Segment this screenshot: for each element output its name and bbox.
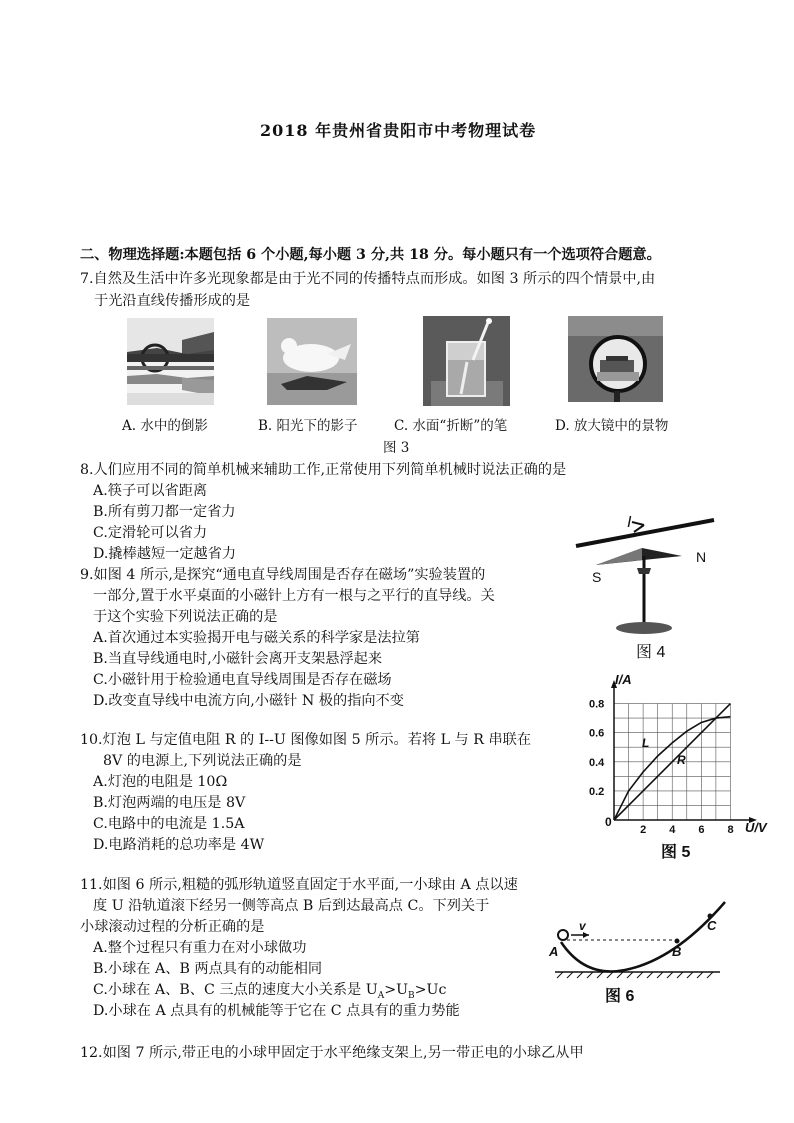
x-tick-label: 6 [698, 824, 705, 836]
chart-label-r: R [677, 753, 686, 767]
chart-ylabel: I/A [615, 672, 632, 687]
q10-option-c: C.电路中的电流是 1.5A [93, 816, 245, 832]
q11-stem-line1: 11.如图 6 所示,粗糙的弧形轨道竖直固定于水平面,一小球由 A 点以速 [80, 877, 518, 893]
fig6-v-label: v [579, 919, 586, 933]
x-tick-label: 4 [669, 824, 676, 836]
q7-caption-c: C. 水面“折断”的笔 [394, 418, 508, 434]
q7-figure-label: 图 3 [383, 440, 410, 456]
q7-stem-line1: 7.自然及生活中许多光现象都是由于光不同的传播特点而形成。如图 3 所示的四个情景中,由 [80, 271, 656, 287]
q8-option-b: B.所有剪刀都一定省力 [93, 504, 236, 520]
q10-stem-line1: 10.灯泡 L 与定值电阻 R 的 I--U 图像如图 5 所示。若将 L 与 R 串联在 [80, 732, 532, 748]
q8-option-a: A.筷子可以省距离 [93, 483, 208, 499]
chart-label-l: L [642, 736, 650, 750]
q10-stem-line2: 8V 的电源上,下列说法正确的是 [103, 753, 302, 769]
photo-bent-pencil [423, 316, 510, 406]
q10-option-a: A.灯泡的电阻是 10Ω [93, 774, 228, 790]
q10-option-d: D.电路消耗的总功率是 4W [93, 837, 265, 853]
photo-reflection [127, 318, 214, 405]
photo-magnifier [568, 316, 663, 402]
q9-stem-line1: 9.如图 4 所示,是探究“通电直导线周围是否存在磁场”实验装置的 [80, 567, 486, 583]
fig4-current-label: I [627, 514, 632, 531]
y-tick-label: 0.6 [589, 727, 605, 740]
page-title: 2018 年贵州省贵阳市中考物理试卷 [260, 121, 537, 140]
figure-6-track [545, 898, 735, 1008]
q7-caption-b: B. 阳光下的影子 [258, 418, 358, 434]
q11-option-a: A.整个过程只有重力在对小球做功 [93, 940, 307, 956]
x-tick-label: 2 [640, 824, 647, 836]
fig6-c-label: C [707, 918, 717, 933]
y-tick-label: 0.2 [589, 785, 605, 798]
fig4-south-label: S [592, 569, 602, 585]
fig4-caption: 图 4 [636, 644, 666, 661]
y-tick-label: 0.8 [589, 698, 605, 711]
q9-option-b: B.当直导线通电时,小磁针会离开支架悬浮起来 [93, 651, 383, 667]
q7-stem-line2: 于光沿直线传播形成的是 [94, 293, 251, 309]
q11-option-b: B.小球在 A、B 两点具有的动能相同 [93, 961, 323, 977]
q8-option-c: C.定滑轮可以省力 [93, 525, 208, 541]
q9-stem-line3: 于这个实验下列说法正确的是 [93, 609, 278, 625]
q12-stem: 12.如图 7 所示,带正电的小球甲固定于水平绝缘支架上,另一带正电的小球乙从甲 [80, 1045, 584, 1061]
q11-option-c: C.小球在 A、B、C 三点的速度大小关系是 $U_A>U_B>Uc$ [93, 982, 447, 1001]
fig4-north-label: N [696, 549, 707, 565]
q7-caption-d: D. 放大镜中的景物 [555, 418, 669, 434]
y-tick-label: 0.4 [589, 756, 605, 769]
q9-stem-line2: 一部分,置于水平桌面的小磁针上方有一根与之平行的直导线。关 [93, 588, 495, 604]
q11-option-d: D.小球在 A 点具有的机械能等于它在 C 点具有的重力势能 [93, 1003, 460, 1019]
q11-stem-line3: 小球滚动过程的分析正确的是 [80, 919, 265, 935]
q11-stem-line2: 度 U 沿轨道滚下经另一侧等高点 B 后到达最高点 C。下列关于 [93, 898, 490, 914]
figure-5-iu-chart [585, 672, 775, 867]
q9-option-a: A.首次通过本实验揭开电与磁关系的科学家是法拉第 [93, 630, 420, 646]
photo-shadow [267, 318, 357, 405]
chart-caption: 图 5 [661, 844, 691, 861]
q7-caption-a: A. 水中的倒影 [122, 418, 208, 434]
fig6-a-label: A [549, 944, 559, 959]
fig6-b-label: B [672, 944, 682, 959]
fig6-caption: 图 6 [605, 988, 635, 1005]
figure-4-compass-wire [572, 510, 722, 662]
q10-option-b: B.灯泡两端的电压是 8V [93, 795, 246, 811]
q9-option-d: D.改变直导线中电流方向,小磁针 N 极的指向不变 [93, 693, 404, 709]
chart-xlabel: U/V [745, 820, 767, 835]
x-tick-label: 8 [727, 824, 734, 836]
section-heading: 二、物理选择题:本题包括 6 个小题,每小题 3 分,共 18 分。每小题只有一个选项符合题意。 [80, 247, 661, 263]
q8-option-d: D.撬棒越短一定越省力 [93, 546, 237, 562]
q9-option-c: C.小磁针用于检验通电直导线周围是否存在磁场 [93, 672, 392, 688]
chart-origin-label: 0 [605, 815, 612, 829]
q8-stem: 8.人们应用不同的简单机械来辅助工作,正常使用下列简单机械时说法正确的是 [80, 462, 567, 478]
